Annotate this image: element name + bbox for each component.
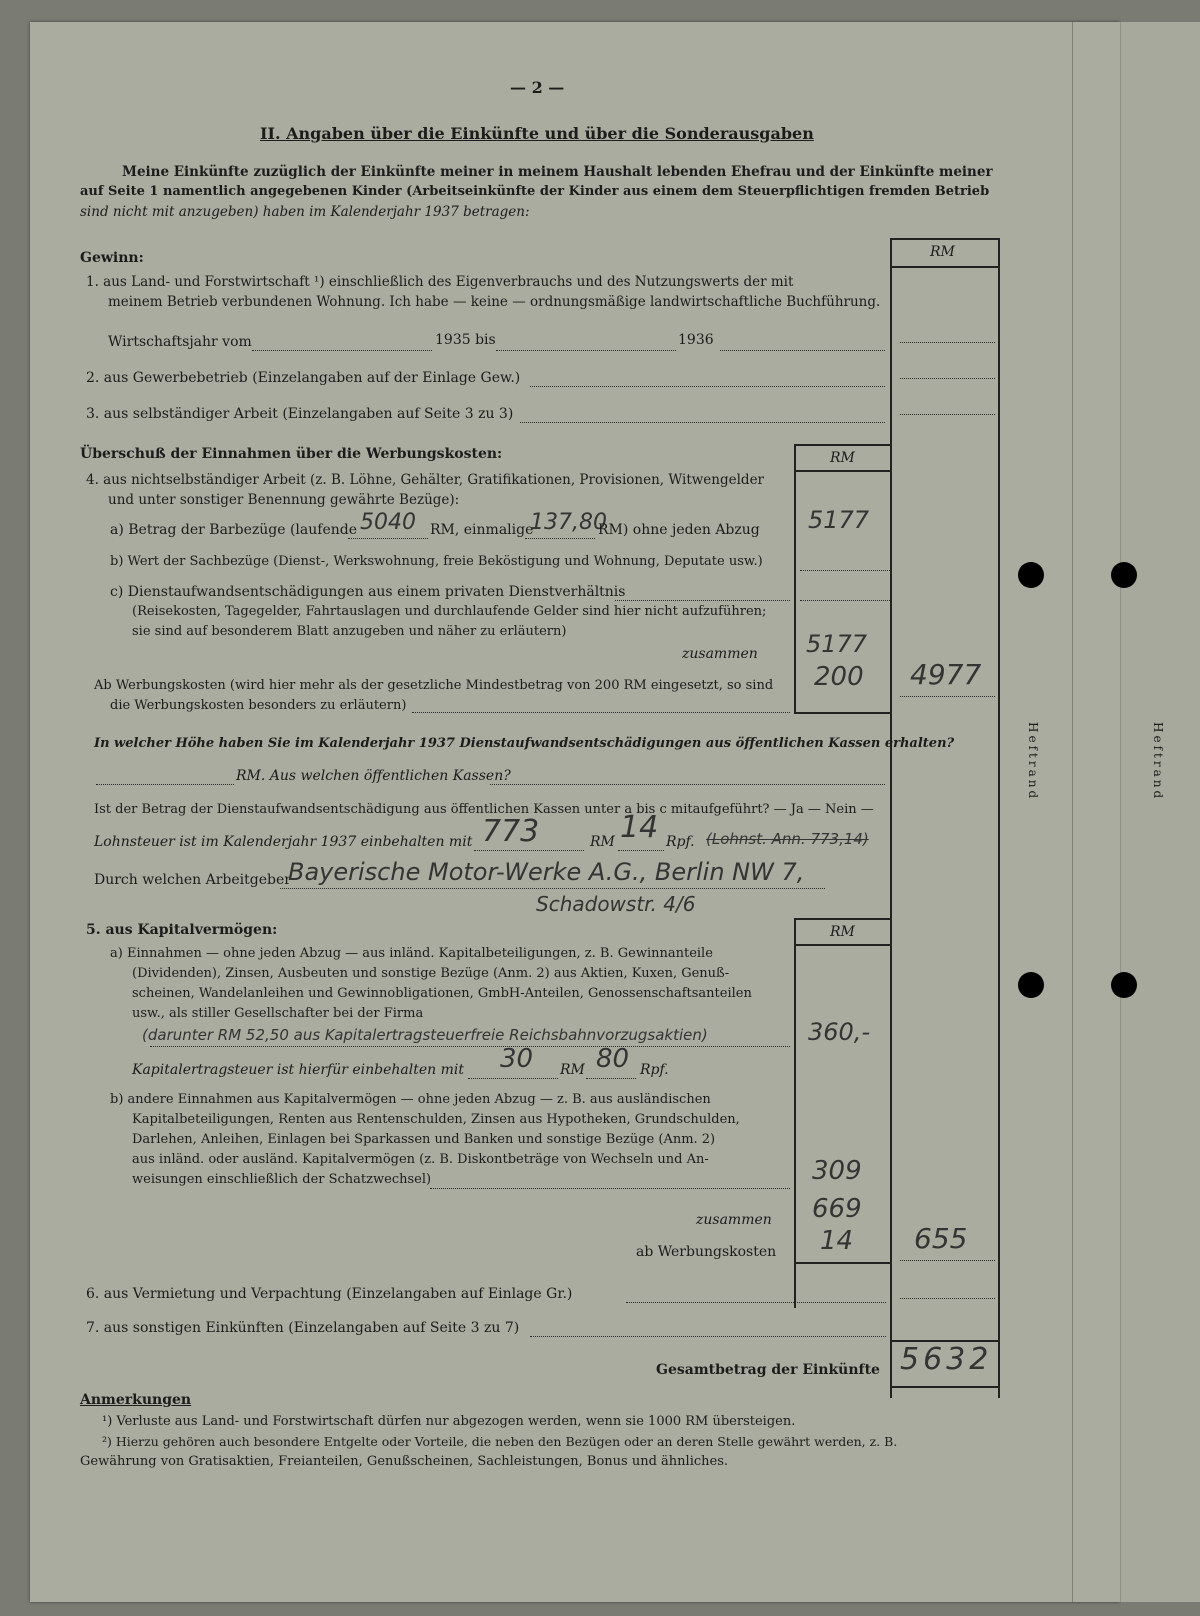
- anmerkung-2a: ²) Hierzu gehören auch besondere Entgelte oder Vorteile, die neben den Bezügen oder an deren Stelle gewährt werden, z. B.: [102, 1434, 898, 1449]
- next-page-edge: [1120, 22, 1200, 1602]
- zusammen-value: 5177: [806, 630, 868, 658]
- inner-rm-header: RM: [830, 450, 855, 466]
- lohn-net-value: 4977: [910, 658, 982, 691]
- item4a-label-1: a) Betrag der Barbezüge (laufende: [110, 522, 357, 538]
- lohnsteuer-rpf-value: 14: [620, 810, 659, 845]
- item4a-laufende-value: 5040: [360, 510, 416, 535]
- net-value-line: [900, 696, 995, 697]
- wj-year1: 1935 bis: [435, 332, 496, 348]
- gewinn-item1-line1: 1. aus Land- und Forstwirtschaft ¹) einschließlich des Eigenverbrauchs und des Nutzungswerts der mit: [86, 274, 794, 290]
- item4c-dots: [615, 600, 790, 601]
- kapital-box-header-line: [794, 944, 892, 946]
- kapital-b-line2: Kapitalbeteiligungen, Renten aus Rentenschulden, Zinsen aus Hypotheken, Grundschulden,: [132, 1112, 740, 1127]
- arbeitgeber-label: Durch welchen Arbeitgeber: [94, 872, 291, 888]
- item6-value-line: [900, 1298, 995, 1299]
- kest-rpf-value: 80: [596, 1044, 630, 1074]
- gewinn-item3: 3. aus selbständiger Arbeit (Einzelangaben auf Seite 3 zu 3): [86, 406, 514, 422]
- kapital-firma-value: (darunter RM 52,50 aus Kapitalertragsteuerfreie Reichsbahnvorzugsaktien): [142, 1026, 708, 1044]
- punch-hole-top: [1018, 562, 1044, 588]
- lohnsteuer-label: Lohnsteuer ist im Kalenderjahr 1937 einbehalten mit: [94, 834, 473, 850]
- gewinn3-line: [520, 422, 885, 423]
- item4a-einmalige-value: 137,80: [530, 510, 607, 535]
- item4a-laufende-line: [348, 538, 428, 539]
- gewinn3-value-line: [900, 414, 995, 415]
- item7: 7. aus sonstigen Einkünften (Einzelangaben auf Seite 3 zu 7): [86, 1320, 520, 1336]
- lohnsteuer-rpf-label: Rpf.: [666, 834, 695, 850]
- item4c-line2: (Reisekosten, Tagegelder, Fahrtauslagen und durchlaufende Gelder sind hier nicht aufzuführen;: [132, 604, 767, 619]
- kapital-zusammen-label: zusammen: [696, 1212, 772, 1228]
- kapital-b-line3: Darlehen, Anleihen, Einlagen bei Sparkassen und Banken und sonstige Bezüge (Anm. 2): [132, 1132, 716, 1147]
- punch-hole-next-bottom: [1111, 972, 1137, 998]
- kapital-a-line1: a) Einnahmen — ohne jeden Abzug — aus inländ. Kapitalbeteiligungen, z. B. Gewinnanteile: [110, 946, 713, 961]
- wirtschaftsjahr-label: Wirtschaftsjahr vom: [108, 334, 252, 350]
- kapital-a-line4: usw., als stiller Gesellschafter bei der Firma: [132, 1006, 424, 1021]
- werbungskosten-value: 200: [814, 662, 864, 692]
- rm-header: RM: [930, 244, 955, 260]
- kapital-box-bottom: [794, 1262, 892, 1264]
- gewinn2-line: [530, 386, 885, 387]
- lohnsteuer-rm-line: [474, 850, 584, 851]
- kapital-b-value: 309: [812, 1156, 862, 1186]
- lohnsteuer-rm-value: 773: [482, 814, 540, 849]
- question-kassen: RM. Aus welchen öffentlichen Kassen?: [236, 768, 511, 784]
- kapital-net-value: 655: [914, 1222, 968, 1255]
- lohnsteuer-rpf-line: [618, 850, 664, 851]
- wj-to-line: [496, 350, 676, 351]
- gesamt-box-bottom: [890, 1386, 1000, 1388]
- ab-wk-dots: [412, 712, 790, 713]
- kapital-box-top: [794, 918, 892, 920]
- kest-rm-value: 30: [500, 1044, 534, 1074]
- kest-rm-label: RM: [560, 1062, 585, 1078]
- item4a-value: 5177: [808, 506, 870, 534]
- gewinn-item2: 2. aus Gewerbebetrieb (Einzelangaben auf der Einlage Gew.): [86, 370, 521, 386]
- ab-werbungskosten-line1: Ab Werbungskosten (wird hier mehr als der gesetzliche Mindestbetrag von 200 RM eingesetzt, so sind: [94, 678, 774, 693]
- item4a-label-2: RM, einmalige: [430, 522, 534, 538]
- zusammen-label: zusammen: [682, 646, 758, 662]
- inner-box-top: [794, 444, 892, 446]
- gewinn2-value-line: [900, 378, 995, 379]
- kapital-firma-line: [150, 1046, 790, 1047]
- anmerkungen-heading: Anmerkungen: [80, 1392, 192, 1408]
- anmerkung-2b: Gewährung von Gratisaktien, Freianteilen, Genußscheinen, Sachleistungen, Bonus und ähnliches.: [80, 1454, 729, 1469]
- inner-column-left: [794, 444, 796, 714]
- kapital-b-line5: weisungen einschließlich der Schatzwechsel): [132, 1172, 432, 1187]
- kapital-net-line: [900, 1260, 995, 1261]
- inner-box-header-line: [794, 470, 892, 472]
- gewinn1-value-line: [900, 342, 995, 343]
- rm-box-header-line: [890, 266, 1000, 268]
- lohnsteuer-note: (Lohnst. Ann. 773,14): [706, 830, 869, 848]
- rm-box-top: [890, 238, 1000, 240]
- kapital-a-line3: scheinen, Wandelanleihen und Gewinnobligationen, GmbH-Anteilen, Genossenschaftsanteilen: [132, 986, 752, 1001]
- kapital-zusammen-value: 669: [812, 1194, 862, 1224]
- wj-end-line: [720, 350, 885, 351]
- kapital-ab-wk-label: ab Werbungskosten: [636, 1244, 777, 1260]
- kest-rpf-label: Rpf.: [640, 1062, 669, 1078]
- right-column-border: [890, 238, 892, 1398]
- inner-box-bottom: [794, 712, 892, 714]
- gesamt-value: 5632: [900, 1342, 993, 1377]
- right-column-edge: [998, 238, 1000, 1398]
- fold-line: [1072, 22, 1073, 1602]
- kest-rm-line: [468, 1078, 558, 1079]
- arbeitgeber-value: Bayerische Motor-Werke A.G., Berlin NW 7,: [288, 858, 805, 886]
- question-oeffentliche-kassen: In welcher Höhe haben Sie im Kalenderjahr 1937 Dienstaufwandsentschädigungen aus öffentlichen Kassen erhalten?: [94, 736, 955, 751]
- item4-line1: 4. aus nichtselbständiger Arbeit (z. B. Löhne, Gehälter, Gratifikationen, Provisionen, Witwengelder: [86, 472, 765, 488]
- form-page: [30, 22, 1120, 1602]
- item4-line2: und unter sonstiger Benennung gewährte Bezüge):: [108, 492, 460, 508]
- item4c-value-line: [800, 600, 890, 601]
- kest-label: Kapitalertragsteuer ist hierfür einbehalten mit: [132, 1062, 465, 1078]
- item4a-einmalige-line: [525, 538, 595, 539]
- gewinn-item1-line2: meinem Betrieb verbundenen Wohnung. Ich habe — keine — ordnungsmäßige landwirtschaftliche Buchführung.: [108, 294, 881, 310]
- intro-line-1: Meine Einkünfte zuzüglich der Einkünfte meiner in meinem Haushalt lebenden Ehefrau und der Einkünfte meiner: [122, 164, 993, 180]
- ueberschuss-heading: Überschuß der Einnahmen über die Werbungskosten:: [80, 446, 503, 462]
- arbeitgeber-address: Schadowstr. 4/6: [536, 892, 696, 916]
- wj-from-line: [252, 350, 432, 351]
- kapital-a-value: 360,-: [808, 1018, 871, 1046]
- kest-rpf-line: [586, 1078, 636, 1079]
- heftrand-label-next: Heftrand: [1151, 722, 1165, 802]
- item4c-line3: sie sind auf besonderem Blatt anzugeben und näher zu erläutern): [132, 624, 567, 639]
- punch-hole-bottom: [1018, 972, 1044, 998]
- arbeitgeber-line: [280, 888, 825, 889]
- page-number: — 2 —: [510, 78, 565, 97]
- item6-line: [626, 1302, 886, 1303]
- item4c-line1: c) Dienstaufwandsentschädigungen aus einem privaten Dienstverhältnis: [110, 584, 626, 600]
- gesamt-label: Gesamtbetrag der Einkünfte: [656, 1362, 880, 1378]
- kapital-b-line1: b) andere Einnahmen aus Kapitalvermögen — ohne jeden Abzug — z. B. aus ausländischen: [110, 1092, 711, 1107]
- ab-werbungskosten-line2: die Werbungskosten besonders zu erläutern): [110, 698, 407, 713]
- punch-hole-next-top: [1111, 562, 1137, 588]
- kapital-heading: 5. aus Kapitalvermögen:: [86, 922, 278, 938]
- item6: 6. aus Vermietung und Verpachtung (Einzelangaben auf Einlage Gr.): [86, 1286, 573, 1302]
- heftrand-label: Heftrand: [1026, 722, 1040, 802]
- kapital-rm-header: RM: [830, 924, 855, 940]
- question-mitaufgefuehrt: Ist der Betrag der Dienstaufwandsentschädigung aus öffentlichen Kassen unter a bis c mitaufgeführt? — Ja — Nein —: [94, 802, 874, 817]
- kapital-column-left: [794, 918, 796, 1308]
- gewinn-heading: Gewinn:: [80, 250, 144, 266]
- intro-line-3: sind nicht mit anzugeben) haben im Kalenderjahr 1937 betragen:: [80, 204, 530, 220]
- kapital-a-line2: (Dividenden), Zinsen, Ausbeuten und sonstige Bezüge (Anm. 2) aus Aktien, Kuxen, Genuß-: [132, 966, 730, 981]
- wj-year2: 1936: [678, 332, 714, 348]
- intro-line-2: auf Seite 1 namentlich angegebenen Kinder (Arbeitseinkünfte der Kinder aus einem dem Steuerpflichtigen fremden Betrieb: [80, 184, 990, 199]
- kapital-ab-wk-value: 14: [820, 1226, 854, 1256]
- item4b-value-line: [800, 570, 890, 571]
- lohnsteuer-rm-label: RM: [590, 834, 615, 850]
- question-amount-line: [96, 784, 234, 785]
- item4a-label-3: RM) ohne jeden Abzug: [598, 522, 760, 538]
- kapital-b-line4: aus inländ. oder ausländ. Kapitalvermögen (z. B. Diskontbeträge von Wechseln und An-: [132, 1152, 709, 1167]
- section-title: II. Angaben über die Einkünfte und über die Sonderausgaben: [260, 124, 814, 143]
- item4b-label: b) Wert der Sachbezüge (Dienst-, Werkswohnung, freie Beköstigung und Wohnung, Deputate usw.): [110, 554, 763, 569]
- item7-line: [530, 1336, 886, 1337]
- anmerkung-1: ¹) Verluste aus Land- und Forstwirtschaft dürfen nur abgezogen werden, wenn sie 1000 RM übersteigen.: [102, 1414, 796, 1429]
- question-kassen-line: [490, 784, 885, 785]
- kapital-b-dots: [430, 1188, 790, 1189]
